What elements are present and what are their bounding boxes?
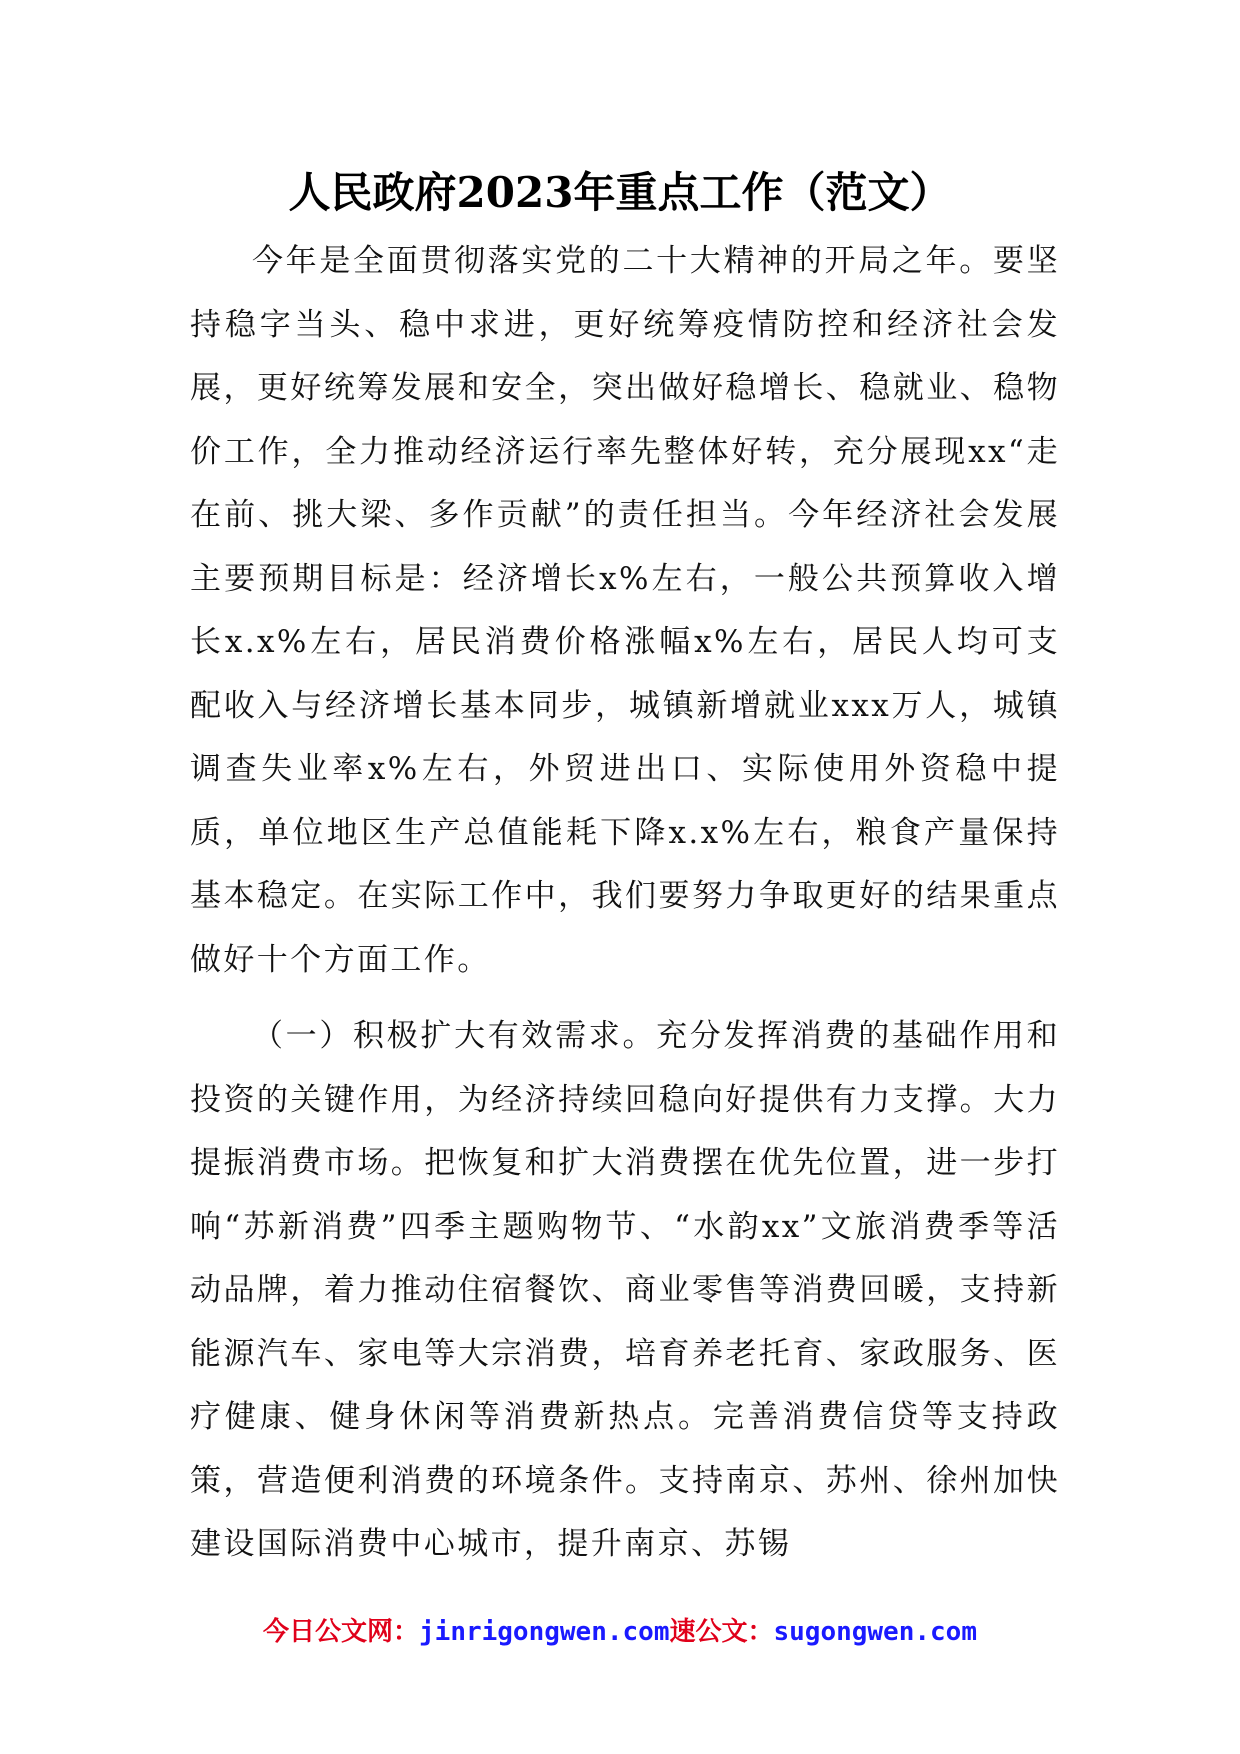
document-title: 人民政府2023年重点工作（范文） [288, 168, 952, 217]
footer-watermark [0, 1614, 1240, 1650]
paragraph-intro: 今年是全面贯彻落实党的二十大精神的开局之年。要坚持稳字当头、稳中求进，更好统筹疫情防控和经济社会发展，更好统筹发展和安全，突出做好稳增长、稳就业、稳物价工作，全力推动经济运行率先整体好转，充分展现xx“走在前、挑大梁、多作贡献”的责任担当。今年经济社会发展主要预期目标是：经济增长x%左右，一般公共预算收入增长x.x%左右，居民消费价格涨幅x%左右，居民人均可支配收入与经济增长基本同步，城镇新增就业xxx万人，城镇调查失业率x%左右，外贸进出口、实际使用外资稳中提质，单位地区生产总值能耗下降x.x%左右，粮食产量保持基本稳定。在实际工作中，我们要努力争取更好的结果重点做好十个方面工作。 [190, 243, 1060, 978]
footer-site2-url[interactable]: sugongwen.com [773, 1617, 977, 1647]
footer-site1-label: 今日公文网： [263, 1617, 420, 1647]
footer-site2-label: 速公文： [669, 1617, 774, 1647]
paragraph-section-1: （一）积极扩大有效需求。充分发挥消费的基础作用和投资的关键作用，为经济持续回稳向好提供有力支撑。大力提振消费市场。把恢复和扩大消费摆在优先位置，进一步打响“苏新消费”四季主题购物节、“水韵xx”文旅消费季等活动品牌，着力推动住宿餐饮、商业零售等消费回暖，支持新能源汽车、家电等大宗消费，培育养老托育、家政服务、医疗健康、健身休闲等消费新热点。完善消费信贷等支持政策，营造便利消费的环境条件。支持南京、苏州、徐州加快建设国际消费中心城市，提升南京、苏锡 [190, 1018, 1060, 1562]
footer-site1-url[interactable]: jinrigongwen.com [419, 1617, 670, 1647]
document-body [190, 230, 1060, 1577]
